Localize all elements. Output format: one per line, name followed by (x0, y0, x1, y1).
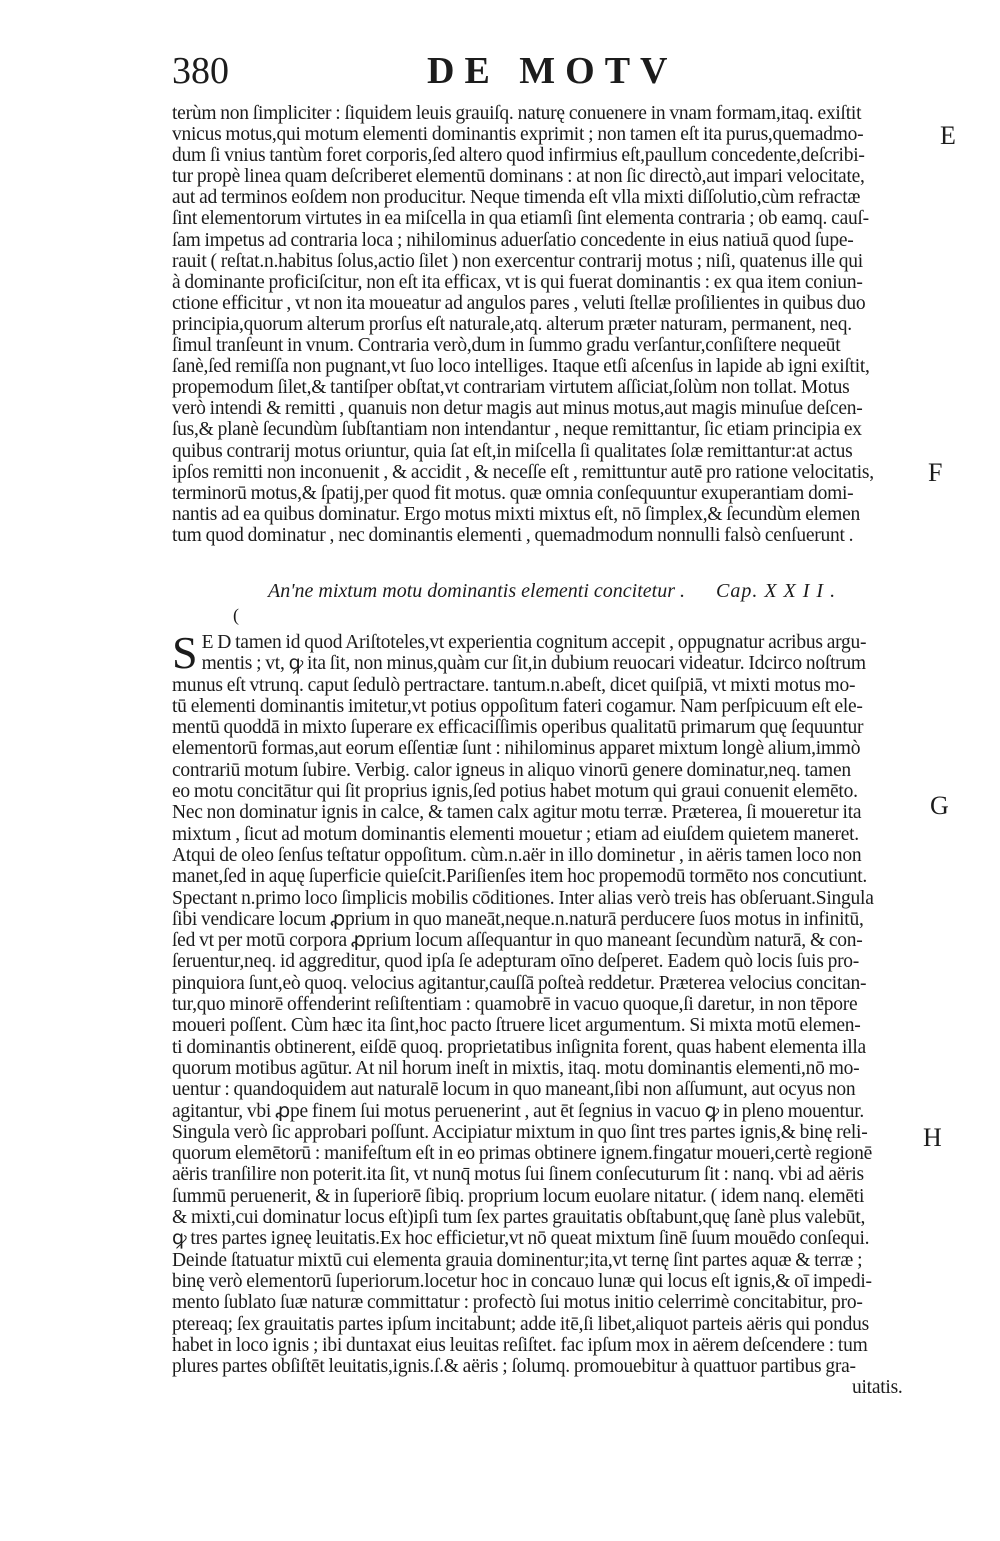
text-line: Singula verò ſic approbari poſſunt. Accipiatur mixtum in quo ſint tres partes ignis,& binę reli- (172, 1121, 868, 1143)
text-line: manet,ſed in aquę ſuperficie quieſcit.Pariſienſes item hoc propemodū tormēto nos concutiunt. (172, 866, 868, 888)
text-line: aëris tranſilire non poterit.ita ſit, vt nunq̄ motus ſui ſinem conſecuturum ſit : nanq. vbi ad aëris (172, 1164, 864, 1186)
text-line: moueri poſſent. Cùm hæc ita ſint,hoc pacto ſtruere licet argumentum. Si mixta motū elemen- (172, 1015, 861, 1037)
text-line: ti dominantis obtinerent, eiſdē quoq. proprietatibus inſignita forent, quas habent elementa illa (172, 1036, 866, 1058)
drop-cap-lines (172, 627, 922, 678)
text-line: terùm non ſimpliciter : ſiquidem leuis grauiſq. naturę conuenere in vnam formam,itaq. exiſtit (172, 103, 862, 124)
text-line: uentur : quandoquidem aut naturalē locum in quo maneant,ſibi non aſſumunt, aut ocyus non (172, 1079, 856, 1101)
text-line: principia,quorum alterum prorſus eſt naturale,atq. alterum præter naturam, permanent, neq. (172, 313, 852, 335)
text-line: Nec non dominatur ignis in calce, & tamen calx agitur motu terræ. Præterea, ſi moueretur ita (172, 802, 862, 824)
text-line: pinquiora ſunt,eò quoq. velocius agitantur,cauſſā poſteà reddetur. Præterea velocius concitan- (172, 972, 867, 994)
text-line: habet in loco ignis ; ibi duntaxat eius leuitas reſiſtet. fac ipſum mox in aërem deſcendere : tum (172, 1334, 868, 1356)
chapter-number: Cap. X X I I . (716, 580, 837, 602)
text-line: tū elementi dominantis imitetur,vt potius oppoſitum fateri cogamur. Nam perſpicuum eſt ele- (172, 695, 863, 717)
text-line: Atqui de oleo ſenſus teſtatur oppoſitum. cùm.n.aër in illo dominetur , in aëris tamen loco non (172, 844, 862, 866)
text-line: ipſos remitti non inconuenit , & accidit , & neceſſe eſt , remittuntur autē pro ratione velocitatis, (172, 461, 874, 483)
text-line: ptereaq; ſex grauitatis partes ipſum incitabunt; adde itē,ſi libet,aliquot parteis aëris qui pondus (172, 1313, 869, 1335)
text-line: quorum motibus agūtur. At nil horum ineſt in mixtis, itaq. motu dominantis elementi,nō mo- (172, 1057, 860, 1079)
stray-mark: ( (233, 605, 239, 625)
text-line: ſeruentur,neq. id aggreditur, quod ipſa ſe adepturam oīno deſperet. Eadem quò locis ſuis pro- (172, 951, 860, 973)
text-line: uitatis. (852, 1377, 903, 1399)
text-line: ſibi vendicare locum ꝓprium in quo maneāt,neque.n.naturā perducere ſuos motus in infinitū, (172, 908, 864, 930)
text-line: eo motu concitātur qui ſit proprius ignis,ſed potius habet motum qui graui conuenit elemēto. (172, 781, 858, 803)
text-line: munus eſt vtrunq. caput ſedulò pertractare. tantum.n.abeſt, dicet quiſpiā, vt mixti motus mo- (172, 674, 856, 696)
text-line: Deinde ſtatuatur mixtū cui elementa grauia dominentur;ita,vt ternę ſint partes aquæ & terræ ; (172, 1249, 863, 1271)
text-line: mentis ; vt, ꝙ ita ſit, non minus,quàm cur ſit,in dubium reuocari videatur. Idcirco noſtrum (201, 653, 866, 675)
text-line: contrariū motum ſubire. Verbig. calor igneus in aliquo vinorū genere dominatur,neq. tamen (172, 759, 851, 781)
text-line: vnicus motus,qui motum elementi dominantis exprimit ; non tamen eſt ita purus,quemadmo- (172, 124, 864, 146)
text-line: ſed vt per motū corpora ꝓprium locum aſſequantur in quo maneant ſecundùm naturā, & con- (172, 930, 863, 952)
paragraph-top (172, 103, 922, 546)
text-line: ctione efficitur , vt non ita moueatur ad angulos pares , veluti ſtellæ proſilientes in quibus duo (172, 292, 866, 314)
running-head (172, 48, 932, 96)
text-line: ſus,& planè ſecundùm ſubſtantiam non intendantur , neque remittantur, ſic etiam principia ex (172, 419, 862, 441)
text-line: ꝙ tres partes igneę leuitatis.Ex hoc efficietur,vt nō queat mixtum ſinē ſuum mouēdo conſequi. (172, 1228, 870, 1250)
text-line: propemodum ſilet,& tantiſper obſtat,vt contrariam virtutem aſſiciat,ſolùm non tollat. Motus (172, 377, 850, 399)
text-line: tum quod dominatur , nec dominantis elementi , quemadmodum nonnulli falsò cenſuerunt . (172, 524, 854, 546)
text-line: mento ſublato ſuæ naturæ committatur : profectò ſui motus initio celerrimè concitabitur, pro- (172, 1292, 863, 1314)
text-line: dum ſi vnius tantùm foret corporis,ſed altero quod infirmius eſt,paullum concedente,deſcribi- (172, 145, 865, 167)
margin-letter-e: E (940, 121, 956, 150)
margin-letter-g: G (930, 791, 949, 820)
text-line: & mixti,cui dominatur locus eſt)ipſi tum ſex partes grauitatis obſtabunt,quę ſanè plus valebūt, (172, 1207, 866, 1229)
chapter-heading (268, 578, 868, 604)
text-line: verò intendi & remitti , quanuis non detur magis aut minus motus,aut magis minuſue deſcen- (172, 398, 863, 420)
running-title: DE MOTV (427, 50, 678, 92)
text-line: aut ad terminos eoſdem non producitur. Neque timenda eſt vlla mixti diſſolutio,cùm refractæ (172, 187, 861, 209)
text-line: nantis ad ea quibus dominatur. Ergo motus mixti mixtus eſt, nō ſimplex,& ſecundùm elemen (172, 503, 860, 525)
text-line: ſanè,ſed remiſſa non pugnant,vt ſuo loco intelliges. Itaque etſi aſcenſus in lapide ab igni exiſtit, (172, 356, 870, 378)
text-line: agitantur, vbi ꝓpe finem ſui motus peruenerint , aut ēt ſegnius in vacuo ꝙ in pleno mouentur. (172, 1100, 865, 1122)
paragraph-bottom (172, 627, 922, 1399)
text-line: ſint elementorum virtutes in ea miſcella in qua etiamſi ſint elementa contraria ; ob eamq. cauſ- (172, 208, 869, 230)
chapter-title: An'ne mixtum motu dominantis elementi concitetur . (268, 580, 685, 602)
text-line: quorum elemētorū : manifeſtum eſt in eo primas obtinere ignem.fingatur moueri,certè regionē (172, 1143, 873, 1165)
text-line: quibus contrarij motus oriuntur, quia ſat eſt,in miſcella ſi qualitates ſolæ remittantur:at actus (172, 440, 853, 462)
page-number: 380 (172, 50, 229, 92)
text-line: tur,quo minorē offenderint reſiſtentiam : quamobrē in vacuo quoque,ſi daretur, in non tēpore (172, 994, 858, 1016)
margin-letter-h: H (923, 1123, 942, 1152)
text-line: tur propè linea quam deſcriberet elementū dominans : at non ſic directò,aut impari velocitate, (172, 166, 865, 188)
text-line: rauit ( reſtat.n.habitus ſolus,actio ſilet ) non exercentur contrarij motus ; niſi, quatenus ille qui (172, 250, 863, 272)
margin-letter-f: F (928, 458, 943, 487)
text-line: Spectant n.primo loco ſimplicis mobilis cōditiones. Inter alias verò treis has obſeruant.Singula (172, 887, 874, 909)
text-line: mentū quoddā in mixto ſuperare ex efficaciſſimis operibus qualitatū primarum quę ſequuntur (172, 717, 864, 739)
text-line: à dominante proficiſcitur, non eſt ita efficax, vt is qui fuerat dominantis : ex qua item coniun- (172, 271, 863, 293)
text-line: binę verò elementorū ſuperiorum.locetur hoc in concauo lunæ qui locus eſt ignis,& oī impedi- (172, 1270, 872, 1292)
text-line: ſummū peruenerit, & in ſuperiorē ſibiq. proprium locum euolare nitatur. ( idem nanq. elemēti (172, 1185, 865, 1207)
text-line: terminorū motus,& ſpatij,per quod fit motus. quæ omnia conſequuntur exuperantiam domi- (172, 482, 854, 504)
text-line: ſimul tranſeunt in vnum. Contraria verò,dum in ſummo gradu verſantur,conſiſtere nequeūt (172, 335, 841, 357)
text-line: E D tamen id quod Ariſtoteles,vt experientia cognitum accepit , oppugnatur acribus argu- (201, 632, 867, 653)
text-line: plures partes obſiſtēt leuitatis,ignis.ſ.& aëris ; ſolumq. promouebitur à quattuor partibus gra- (172, 1356, 856, 1378)
text-line: ſam impetus ad contraria loca ; nihilominus aduerſatio concedente in eius natiuā quod ſupe- (172, 229, 854, 251)
text-line: mixtum , ſicut ad motum dominantis elementi mouetur ; etiam ad eiuſdem quietem maneret. (172, 823, 859, 845)
drop-cap-initial: S (172, 627, 198, 678)
text-line: elementorū formas,aut eorum eſſentiæ ſunt : nihilominus apparet mixtum longè alium,immò (172, 738, 861, 760)
